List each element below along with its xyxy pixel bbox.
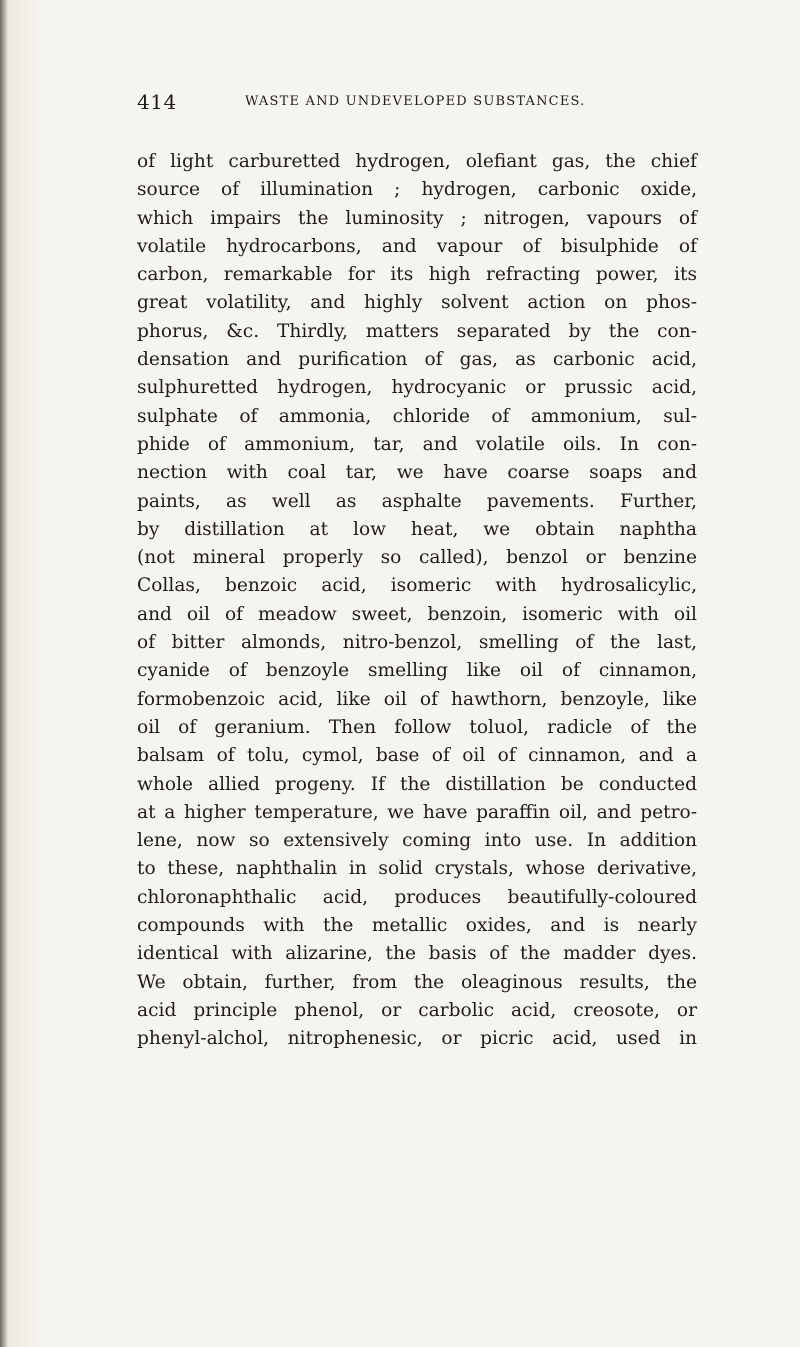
- text-line: at a higher temperature, we have paraffin oil, and petro-: [137, 801, 697, 823]
- text-line: nection with coal tar, we have coarse soaps and: [137, 462, 697, 484]
- text-line: of bitter almonds, nitro-benzol, smelling of the last,: [137, 632, 697, 654]
- text-line: by distillation at low heat, we obtain naphtha: [137, 518, 697, 540]
- text-line: to these, naphthalin in solid crystals, whose derivative,: [137, 858, 697, 880]
- text-line: cyanide of benzoyle smelling like oil of cinnamon,: [137, 660, 697, 682]
- page-binding-shadow: [0, 0, 8, 1347]
- text-line: Collas, benzoic acid, isomeric with hydrosalicylic,: [137, 575, 697, 597]
- text-line: We obtain, further, from the oleaginous results, the: [137, 971, 697, 993]
- text-line: densation and purification of gas, as carbonic acid,: [137, 349, 697, 371]
- text-line: oil of geranium. Then follow toluol, radicle of the: [137, 716, 697, 738]
- page-number: 414: [137, 90, 177, 114]
- text-line: great volatility, and highly solvent action on phos-: [137, 292, 697, 314]
- text-line: sulphuretted hydrogen, hydrocyanic or prussic acid,: [137, 377, 697, 399]
- text-line: compounds with the metallic oxides, and is nearly: [137, 915, 697, 937]
- text-line: carbon, remarkable for its high refracting power, its: [137, 264, 697, 286]
- text-line: whole allied progeny. If the distillation be conducted: [137, 773, 697, 795]
- text-line: which impairs the luminosity ; nitrogen, vapours of: [137, 207, 697, 229]
- text-line: balsam of tolu, cymol, base of oil of cinnamon, and a: [137, 745, 697, 767]
- text-line: formobenzoic acid, like oil of hawthorn, benzoyle, like: [137, 688, 697, 710]
- text-line: phenyl-alchol, nitrophenesic, or picric acid, used in: [137, 1028, 697, 1050]
- text-line: sulphate of ammonia, chloride of ammonium, sul-: [137, 405, 697, 427]
- text-line: acid principle phenol, or carbolic acid, creosote, or: [137, 999, 697, 1021]
- text-line: lene, now so extensively coming into use. In addition: [137, 830, 697, 852]
- text-line: identical with alizarine, the basis of the madder dyes.: [137, 943, 697, 965]
- text-line: (not mineral properly so called), benzol or benzine: [137, 547, 697, 569]
- running-title: WASTE AND UNDEVELOPED SUBSTANCES.: [245, 94, 586, 109]
- text-line: and oil of meadow sweet, benzoin, isomeric with oil: [137, 603, 697, 625]
- body-text: [137, 148, 697, 1054]
- text-line: of light carburetted hydrogen, olefiant gas, the chief: [137, 151, 697, 172]
- text-line: paints, as well as asphalte pavements. Further,: [137, 490, 697, 512]
- running-head: [137, 90, 697, 120]
- text-line: chloronaphthalic acid, produces beautifully-coloured: [137, 886, 697, 908]
- text-line: phorus, &c. Thirdly, matters separated by the con-: [137, 320, 697, 342]
- text-line: volatile hydrocarbons, and vapour of bisulphide of: [137, 235, 697, 257]
- text-line: phide of ammonium, tar, and volatile oils. In con-: [137, 433, 697, 455]
- text-line: source of illumination ; hydrogen, carbonic oxide,: [137, 179, 697, 201]
